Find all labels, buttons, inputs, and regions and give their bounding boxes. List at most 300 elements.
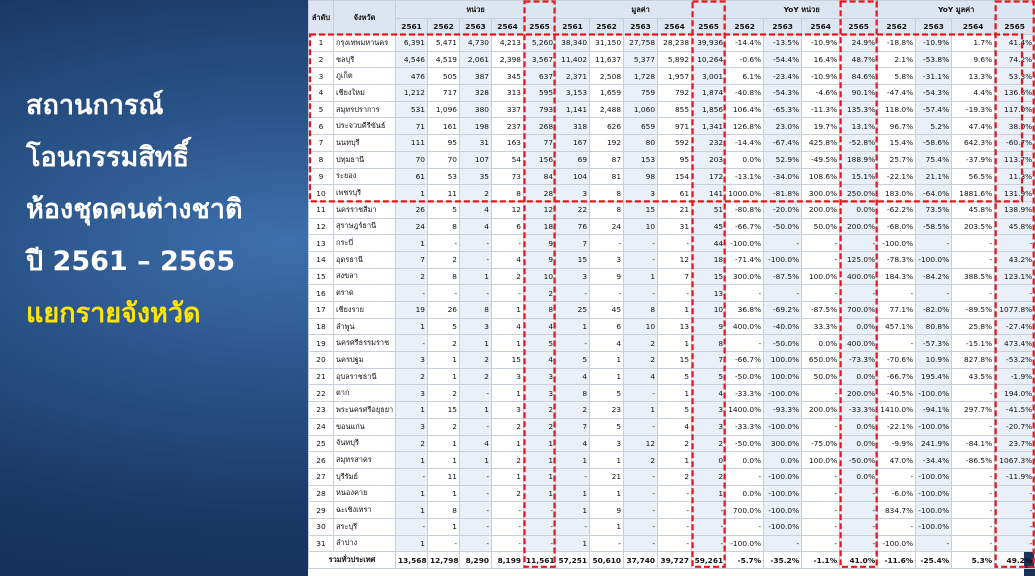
cell-units: 5 (428, 318, 460, 335)
cell-units: 4 (492, 318, 524, 335)
cell-yoy-units: 0.0% (840, 435, 878, 452)
cell-value: 12 (658, 251, 692, 268)
cell-yoy-units: -73.3% (840, 352, 878, 369)
cell-yoy-units: 13.1% (840, 118, 878, 135)
cell-yoy-units: 50.0% (802, 368, 840, 385)
cell-value: 13 (658, 318, 692, 335)
cell-yoy-value: 117.0% (995, 101, 1035, 118)
cell-units: 1,212 (396, 85, 428, 102)
row-province: ภูเก็ต (334, 68, 396, 85)
cell-value: 7 (556, 418, 590, 435)
row-no: 29 (309, 502, 334, 519)
cell-yoy-units: - (802, 418, 840, 435)
cell-yoy-units: -66.7% (726, 218, 764, 235)
cell-value: - (658, 285, 692, 302)
table-row (309, 251, 1035, 268)
cell-yoy-units: -23.4% (764, 68, 802, 85)
cell-value: 10 (692, 302, 726, 319)
table-row (309, 535, 1035, 552)
cell-units: 15 (428, 402, 460, 419)
cell-units: 10 (524, 268, 556, 285)
cell-units: 8 (524, 302, 556, 319)
table-row (309, 35, 1035, 52)
cell-yoy-units: - (840, 518, 878, 535)
cell-value: 98 (624, 168, 658, 185)
cell-units: 1 (492, 302, 524, 319)
cell-yoy-value: 13.3% (952, 68, 995, 85)
cell-yoy-value: 75.4% (916, 151, 952, 168)
cell-yoy-value: -86.5% (952, 452, 995, 469)
cell-yoy-value: -40.5% (878, 385, 916, 402)
total-yoy-units: -1.1% (802, 552, 840, 569)
cell-yoy-units: -93.3% (764, 402, 802, 419)
cell-yoy-units: 19.7% (802, 118, 840, 135)
total-yoy-units: 41.0% (840, 552, 878, 569)
cell-units: 2 (460, 368, 492, 385)
cell-yoy-units: 300.0% (764, 435, 802, 452)
cell-value: 192 (590, 135, 624, 152)
cell-value: - (624, 518, 658, 535)
cell-value: 759 (624, 85, 658, 102)
cell-value: 6 (590, 318, 624, 335)
row-province: หนองคาย (334, 485, 396, 502)
cell-yoy-units: 84.6% (840, 68, 878, 85)
cell-value: 5 (556, 352, 590, 369)
cell-units: - (460, 418, 492, 435)
total-value: 39,727 (658, 552, 692, 569)
cell-units: 1 (428, 352, 460, 369)
row-no: 23 (309, 402, 334, 419)
cell-yoy-value: -22.1% (878, 418, 916, 435)
cell-units: - (492, 535, 524, 552)
cell-units: 8 (460, 302, 492, 319)
row-province: เชียงราย (334, 302, 396, 319)
province-data-table (308, 0, 1035, 569)
cell-value: 18 (692, 251, 726, 268)
row-province: ขอนแก่น (334, 418, 396, 435)
cell-units: 156 (524, 151, 556, 168)
cell-value: 3 (556, 185, 590, 202)
cell-yoy-value: - (952, 285, 995, 302)
cell-yoy-value: 123.1% (995, 268, 1035, 285)
cell-units: 19 (396, 302, 428, 319)
header-year-value: 2561 (556, 19, 590, 35)
cell-yoy-value: 41.4% (995, 35, 1035, 52)
header-year-units: 2561 (396, 19, 428, 35)
cell-value: - (556, 468, 590, 485)
cell-value: 10 (624, 218, 658, 235)
cell-value: 1,728 (624, 68, 658, 85)
cell-value: 95 (658, 151, 692, 168)
cell-units: 163 (492, 135, 524, 152)
cell-value: 1 (658, 335, 692, 352)
cell-value: 31 (658, 218, 692, 235)
row-province: นครราชสีมา (334, 201, 396, 218)
cell-yoy-units: - (802, 285, 840, 302)
cell-value: 25 (556, 302, 590, 319)
cell-yoy-units: -71.4% (726, 251, 764, 268)
header-year-yoy-units: 2563 (764, 19, 802, 35)
cell-units: 2 (428, 251, 460, 268)
row-province: กรุงเทพมหานคร (334, 35, 396, 52)
cell-yoy-units: -52.8% (840, 135, 878, 152)
cell-yoy-value: 45.8% (995, 218, 1035, 235)
cell-value: 28,238 (658, 35, 692, 52)
cell-yoy-value: -82.0% (916, 302, 952, 319)
cell-yoy-units: 100.0% (802, 452, 840, 469)
cell-value: 4 (556, 435, 590, 452)
cell-units: - (492, 502, 524, 519)
cell-yoy-value: 15.4% (878, 135, 916, 152)
cell-units: 2 (396, 435, 428, 452)
total-label: รวมทั่วประเทศ (309, 552, 396, 569)
cell-value: 2 (692, 435, 726, 452)
row-no: 3 (309, 68, 334, 85)
cell-value: 23 (590, 402, 624, 419)
cell-yoy-units: -50.0% (726, 368, 764, 385)
cell-yoy-value: 457.1% (878, 318, 916, 335)
cell-yoy-value: -100.0% (916, 251, 952, 268)
slide-title (26, 80, 306, 340)
cell-units: 380 (460, 101, 492, 118)
cell-yoy-value: 4.4% (952, 85, 995, 102)
cell-yoy-units: -50.0% (764, 335, 802, 352)
cell-yoy-units: - (802, 502, 840, 519)
cell-value: 3 (556, 268, 590, 285)
cell-value: 167 (556, 135, 590, 152)
cell-yoy-units: 0.0% (726, 452, 764, 469)
cell-units: 4,213 (492, 35, 524, 52)
cell-yoy-units: -67.4% (764, 135, 802, 152)
cell-yoy-value: -47.4% (878, 85, 916, 102)
cell-yoy-units: 1000.0% (726, 185, 764, 202)
cell-yoy-units: - (802, 468, 840, 485)
cell-yoy-units: -80.8% (726, 201, 764, 218)
cell-units: 35 (460, 168, 492, 185)
cell-value: 1 (590, 352, 624, 369)
row-province: พระนครศรีอยุธยา (334, 402, 396, 419)
cell-units: 3 (460, 318, 492, 335)
cell-units: - (492, 285, 524, 302)
cell-yoy-units: 0.0% (840, 318, 878, 335)
cell-value: 1 (556, 502, 590, 519)
table-row (309, 385, 1035, 402)
cell-value: 1 (658, 452, 692, 469)
cell-units: 111 (396, 135, 428, 152)
cell-yoy-value: 1067.3% (995, 452, 1035, 469)
cell-yoy-units: - (726, 468, 764, 485)
table-row (309, 151, 1035, 168)
cell-yoy-value: - (952, 235, 995, 252)
cell-units: 2 (460, 352, 492, 369)
cell-yoy-units: 200.0% (802, 402, 840, 419)
cell-yoy-units: - (840, 502, 878, 519)
title-line-4: ปี 2561 – 2565 (26, 246, 236, 277)
cell-units: 2 (492, 485, 524, 502)
table-row (309, 318, 1035, 335)
cell-units: 54 (492, 151, 524, 168)
cell-yoy-units: - (764, 285, 802, 302)
cell-value: 15 (692, 268, 726, 285)
cell-value: 2,508 (590, 68, 624, 85)
cell-value: 8 (692, 335, 726, 352)
header-group-yoy-value: YoY มูลค่า (878, 1, 1035, 19)
cell-yoy-units: -14.4% (726, 135, 764, 152)
total-value: 37,740 (624, 552, 658, 569)
cell-yoy-value: -18.8% (878, 35, 916, 52)
row-no: 7 (309, 135, 334, 152)
cell-yoy-value: -22.1% (878, 168, 916, 185)
cell-units: 95 (428, 135, 460, 152)
cell-yoy-value: - (878, 518, 916, 535)
cell-units: - (396, 335, 428, 352)
cell-value: 792 (658, 85, 692, 102)
cell-value: - (658, 485, 692, 502)
cell-value: 2 (624, 452, 658, 469)
cell-units: - (460, 468, 492, 485)
cell-value: 1 (590, 485, 624, 502)
cell-yoy-value: -54.3% (916, 85, 952, 102)
table-row (309, 435, 1035, 452)
cell-yoy-units: -40.0% (764, 318, 802, 335)
cell-value: 61 (658, 185, 692, 202)
cell-units: 15 (492, 352, 524, 369)
table-row (309, 518, 1035, 535)
cell-yoy-units: -34.0% (764, 168, 802, 185)
cell-yoy-units: -100.0% (764, 418, 802, 435)
header-year-yoy-units: 2565 (840, 19, 878, 35)
cell-units: 2 (396, 368, 428, 385)
cell-value: 1,141 (556, 101, 590, 118)
cell-yoy-value: -60.7% (995, 135, 1035, 152)
cell-units: 3 (524, 368, 556, 385)
table-row (309, 302, 1035, 319)
cell-units: 2 (492, 268, 524, 285)
row-province: อุบลราชธานี (334, 368, 396, 385)
cell-yoy-units: 36.8% (726, 302, 764, 319)
cell-value: 1 (556, 485, 590, 502)
cell-units: 595 (524, 85, 556, 102)
cell-value: 2,488 (590, 101, 624, 118)
cell-units: - (396, 468, 428, 485)
cell-value: 1,659 (590, 85, 624, 102)
cell-yoy-value: -37.9% (952, 151, 995, 168)
cell-value: 1,856 (692, 101, 726, 118)
cell-value: - (692, 518, 726, 535)
cell-yoy-value: -10.9% (916, 35, 952, 52)
cell-units: 1 (396, 185, 428, 202)
cell-yoy-units: 425.8% (802, 135, 840, 152)
cell-value: 1 (692, 485, 726, 502)
cell-units: - (524, 518, 556, 535)
cell-yoy-value: -58.5% (916, 218, 952, 235)
row-province: สมุทรปราการ (334, 101, 396, 118)
cell-units: - (428, 285, 460, 302)
cell-units: 717 (428, 85, 460, 102)
cell-units: 12 (524, 201, 556, 218)
cell-yoy-units: - (802, 235, 840, 252)
total-yoy-units: -5.7% (726, 552, 764, 569)
row-no: 31 (309, 535, 334, 552)
cell-units: 1 (492, 468, 524, 485)
cell-yoy-value: -57.4% (916, 101, 952, 118)
cell-yoy-value: - (878, 335, 916, 352)
cell-units: 337 (492, 101, 524, 118)
cell-yoy-value: -68.0% (878, 218, 916, 235)
cell-yoy-units: 24.9% (840, 35, 878, 52)
cell-yoy-units: 15.1% (840, 168, 878, 185)
cell-value: 153 (624, 151, 658, 168)
cell-yoy-units: -0.6% (726, 51, 764, 68)
cell-value: 4 (556, 368, 590, 385)
table-row (309, 135, 1035, 152)
cell-value: - (624, 285, 658, 302)
cell-units: 1 (460, 452, 492, 469)
cell-value: 39,936 (692, 35, 726, 52)
row-no: 11 (309, 201, 334, 218)
cell-yoy-units: 400.0% (840, 335, 878, 352)
cell-yoy-units: 0.0% (840, 468, 878, 485)
cell-units: 1,096 (428, 101, 460, 118)
cell-units: 1 (524, 468, 556, 485)
cell-units: 3 (396, 385, 428, 402)
cell-yoy-units: 250.0% (840, 185, 878, 202)
cell-units: 1 (396, 485, 428, 502)
table-row (309, 452, 1035, 469)
cell-yoy-value: -100.0% (916, 502, 952, 519)
cell-yoy-units: -87.5% (764, 268, 802, 285)
cell-units: - (460, 502, 492, 519)
cell-yoy-value: 1.7% (952, 35, 995, 52)
cell-units: 268 (524, 118, 556, 135)
cell-value: 11,402 (556, 51, 590, 68)
cell-yoy-value: 827.8% (952, 352, 995, 369)
row-province: เพชรบุรี (334, 185, 396, 202)
row-no: 27 (309, 468, 334, 485)
cell-value: - (556, 335, 590, 352)
cell-yoy-value: -31.1% (916, 68, 952, 85)
cell-yoy-units: 400.0% (726, 318, 764, 335)
cell-value: 10,264 (692, 51, 726, 68)
cell-units: 77 (524, 135, 556, 152)
cell-value: 592 (658, 135, 692, 152)
cell-yoy-value: 11.3% (995, 168, 1035, 185)
cell-yoy-value: 25.8% (952, 318, 995, 335)
cell-units: - (396, 518, 428, 535)
cell-value: 7 (658, 268, 692, 285)
cell-yoy-value: 183.0% (878, 185, 916, 202)
cell-units: 4,730 (460, 35, 492, 52)
cell-value: 9 (590, 268, 624, 285)
header-group-units: หน่วย (396, 1, 556, 19)
cell-yoy-units: -33.3% (840, 402, 878, 419)
cell-units: - (460, 485, 492, 502)
cell-value: 1 (658, 302, 692, 319)
cell-yoy-units: -49.5% (802, 151, 840, 168)
row-no: 25 (309, 435, 334, 452)
cell-yoy-units: 100.0% (802, 268, 840, 285)
row-province: ระยอง (334, 168, 396, 185)
cell-value: - (624, 468, 658, 485)
cell-yoy-units: -33.3% (726, 385, 764, 402)
cell-units: 53 (428, 168, 460, 185)
cell-units: 328 (460, 85, 492, 102)
table-row (309, 352, 1035, 369)
cell-units: 31 (460, 135, 492, 152)
cell-units: 70 (428, 151, 460, 168)
cell-yoy-value: -57.3% (916, 335, 952, 352)
cell-yoy-units: -54.4% (764, 51, 802, 68)
cell-units: 1 (396, 502, 428, 519)
cell-yoy-value: 10.9% (916, 352, 952, 369)
total-yoy-value: -25.4% (916, 552, 952, 569)
cell-yoy-units: 126.8% (726, 118, 764, 135)
cell-yoy-units: 650.0% (802, 352, 840, 369)
cell-yoy-value: 80.8% (916, 318, 952, 335)
cell-value: 45 (692, 218, 726, 235)
cell-units: 2 (492, 418, 524, 435)
cell-units: 28 (524, 185, 556, 202)
title-line-2: โอนกรรมสิทธิ์ (26, 142, 190, 173)
cell-yoy-value: -89.5% (952, 302, 995, 319)
cell-units: 4,546 (396, 51, 428, 68)
cell-value: 1 (658, 385, 692, 402)
cell-yoy-units: 100.0% (764, 368, 802, 385)
cell-value: 3 (590, 251, 624, 268)
cell-units: 70 (396, 151, 428, 168)
cell-yoy-value: - (878, 285, 916, 302)
cell-yoy-units: -11.3% (802, 101, 840, 118)
cell-value: 1,957 (658, 68, 692, 85)
cell-yoy-value: -100.0% (878, 535, 916, 552)
cell-units: 387 (460, 68, 492, 85)
row-no: 2 (309, 51, 334, 68)
cell-units: 1 (428, 435, 460, 452)
cell-yoy-units: -87.5% (802, 302, 840, 319)
cell-units: 793 (524, 101, 556, 118)
cell-yoy-units: 100.0% (764, 352, 802, 369)
cell-yoy-units: 200.0% (840, 218, 878, 235)
cell-value: - (556, 285, 590, 302)
cell-units: 2 (396, 268, 428, 285)
row-no: 8 (309, 151, 334, 168)
header-year-yoy-value: 2564 (952, 19, 995, 35)
cell-yoy-units: -50.0% (764, 218, 802, 235)
row-no: 6 (309, 118, 334, 135)
row-no: 21 (309, 368, 334, 385)
cell-units: 3 (524, 385, 556, 402)
cell-units: 1 (460, 335, 492, 352)
cell-value: 2 (658, 435, 692, 452)
cell-yoy-units: - (726, 518, 764, 535)
cell-yoy-value: -1.9% (995, 368, 1035, 385)
cell-units: - (524, 502, 556, 519)
row-no: 30 (309, 518, 334, 535)
row-no: 1 (309, 35, 334, 52)
cell-yoy-units: 700.0% (726, 502, 764, 519)
cell-yoy-units: 400.0% (840, 268, 878, 285)
cell-value: 45 (590, 302, 624, 319)
cell-yoy-units: -4.6% (802, 85, 840, 102)
table-row (309, 201, 1035, 218)
row-province: ปทุมธานี (334, 151, 396, 168)
cell-value: - (692, 535, 726, 552)
cell-value: 104 (556, 168, 590, 185)
cell-yoy-units: 135.3% (840, 101, 878, 118)
cell-yoy-value: 113.7% (995, 151, 1035, 168)
cell-units: 161 (428, 118, 460, 135)
cell-yoy-value: 38.0% (995, 118, 1035, 135)
